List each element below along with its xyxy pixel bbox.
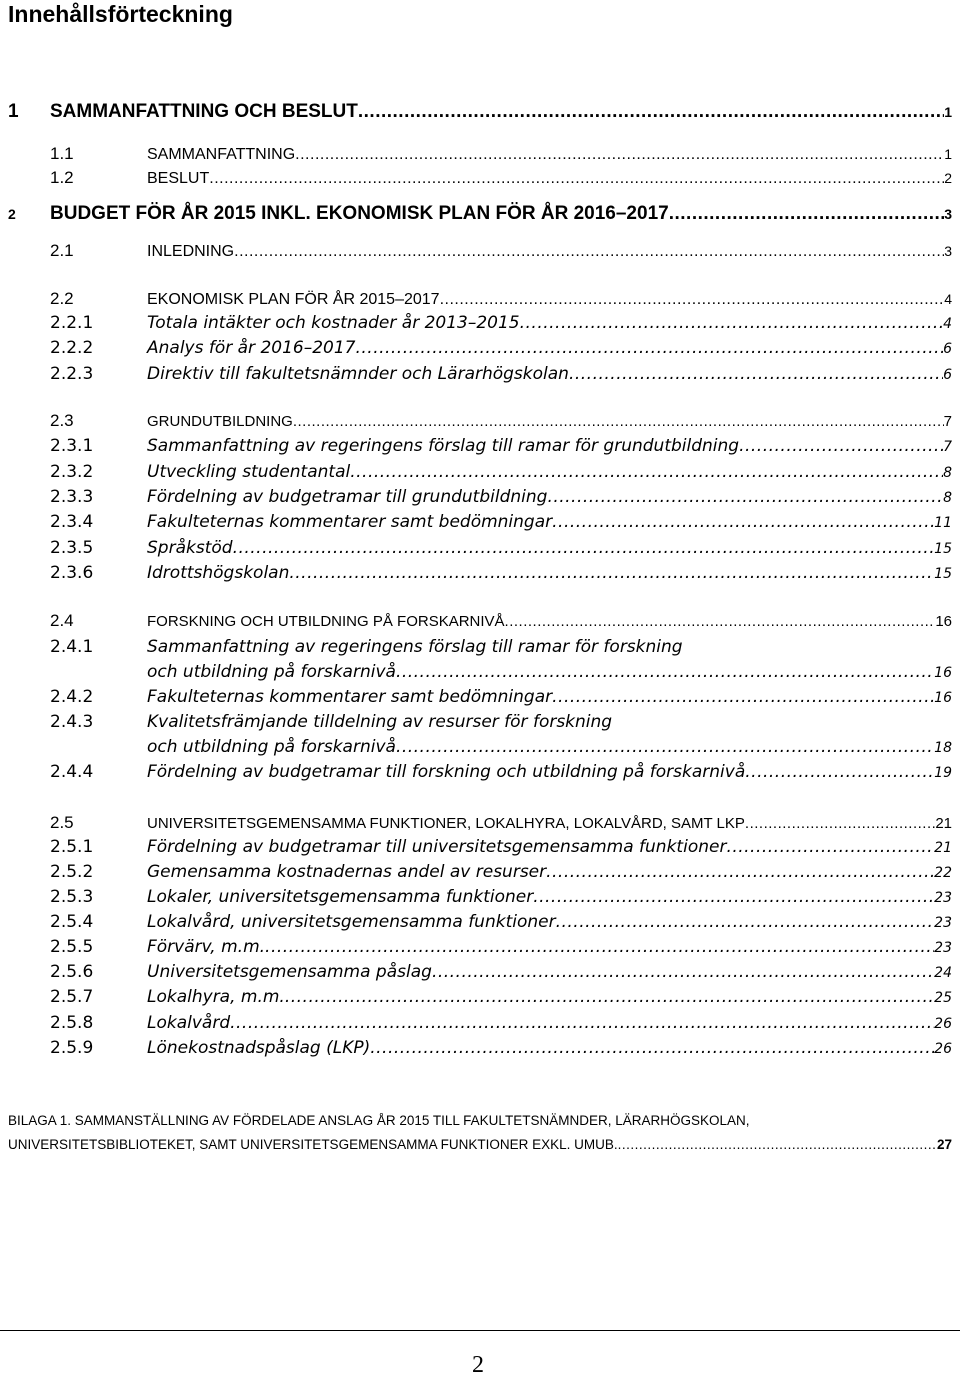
toc-entry-title: Sammanfattning av regeringens förslag till ramar för forskning xyxy=(147,637,683,657)
toc-entry-title: SAMMANFATTNING OCH BESLUT xyxy=(50,101,358,122)
toc-entry-number: 2.2.1 xyxy=(50,313,94,333)
toc-entry-page: 4 xyxy=(943,316,952,332)
toc-entry-title: EKONOMISK PLAN FÖR ÅR 2015–2017 xyxy=(147,291,440,308)
toc-entry-number: 2.5.4 xyxy=(50,912,94,932)
toc-entry-number: 2.4.3 xyxy=(50,712,94,732)
toc-entry-2-2-2[interactable] xyxy=(50,338,952,358)
toc-entry-title: Analys för år 2016–2017 xyxy=(147,338,356,358)
toc-entry-2-3-2[interactable] xyxy=(50,462,952,482)
dot-leader xyxy=(285,987,934,1007)
dot-leader xyxy=(569,364,943,384)
toc-entry-2[interactable] xyxy=(8,203,952,225)
dot-leader xyxy=(618,1137,937,1152)
dot-leader xyxy=(552,512,934,532)
toc-entry-page: 3 xyxy=(944,206,952,222)
toc-entry-2-5-8[interactable] xyxy=(50,1013,952,1033)
toc-entry-title: Lönekostnadspåslag (LKP) xyxy=(147,1038,371,1058)
toc-entry-2-5-9[interactable] xyxy=(50,1038,952,1058)
toc-entry-number: 2.4 xyxy=(50,611,74,630)
toc-entry-title: Lokalhyra, m.m. xyxy=(147,987,285,1007)
toc-entry-title: Totala intäkter och kostnader år 2013–2015 xyxy=(147,313,520,333)
dot-leader xyxy=(505,613,936,630)
toc-entry-page: 16 xyxy=(935,613,952,630)
dot-leader xyxy=(234,243,944,261)
toc-entry-page: 26 xyxy=(934,1041,952,1057)
toc-entry-title-continuation: och utbildning på forskarnivå xyxy=(147,737,396,757)
toc-entry-number: 2.5.3 xyxy=(50,887,94,907)
footer-rule xyxy=(0,1330,960,1331)
dot-leader xyxy=(265,937,934,957)
toc-entry-page: 1 xyxy=(944,146,952,162)
toc-entry-number: 2.5.2 xyxy=(50,862,94,882)
dot-leader xyxy=(440,291,945,309)
toc-entry-title-continuation: och utbildning på forskarnivå xyxy=(147,662,396,682)
toc-entry-page: 23 xyxy=(934,890,952,906)
toc-entry-title: Fördelning av budgetramar till forskning och utbildning på forskarnivå xyxy=(147,762,746,782)
toc-entry-2-5-5[interactable] xyxy=(50,937,952,957)
toc-entry-number: 2.5.9 xyxy=(50,1038,94,1058)
dot-leader xyxy=(669,203,945,225)
toc-entry-2-4-2[interactable] xyxy=(50,687,952,707)
toc-entry-1-1[interactable] xyxy=(50,144,952,164)
toc-entry-2-4-4[interactable] xyxy=(50,762,952,782)
toc-entry-number: 1.1 xyxy=(50,144,74,163)
toc-entry-page: 3 xyxy=(944,243,952,259)
toc-entry-2-3-6[interactable] xyxy=(50,563,952,583)
toc-entry-page: 6 xyxy=(943,367,952,383)
toc-entry-number: 2.5.7 xyxy=(50,987,94,1007)
toc-entry-number: 2.3.1 xyxy=(50,436,94,456)
toc-entry-page: 15 xyxy=(934,541,952,557)
toc-entry-page: 8 xyxy=(943,490,952,506)
toc-entry-page: 2 xyxy=(944,170,952,186)
dot-leader xyxy=(396,737,934,757)
toc-entry-title: Lokaler, universitetsgemensamma funktioner xyxy=(147,887,534,907)
page-number: 2 xyxy=(472,1352,484,1378)
toc-entry-title: Lokalvård xyxy=(147,1013,231,1033)
toc-entry-title: Fakulteternas kommentarer samt bedömningar xyxy=(147,512,553,532)
toc-entry-2-5-4[interactable] xyxy=(50,912,952,932)
toc-entry-number: 2.4.2 xyxy=(50,687,94,707)
toc-entry-page: 21 xyxy=(935,815,952,832)
toc-entry-page: 19 xyxy=(934,765,952,781)
toc-entry-title: Kvalitetsfrämjande tilldelning av resurser för forskning xyxy=(147,712,613,732)
toc-entry-number: 1 xyxy=(8,101,19,122)
toc-entry-2-5[interactable] xyxy=(50,813,952,833)
toc-appendix-title: BILAGA 1. SAMMANSTÄLLNING AV FÖRDELADE ANSLAG ÅR 2015 TILL FAKULTETSNÄMNDER, LÄRARHÖGSKOLAN, xyxy=(8,1113,750,1128)
toc-entry-number: 2.1 xyxy=(50,241,74,260)
toc-entry-2-5-2[interactable] xyxy=(50,862,952,882)
toc-entry-number: 2.3.6 xyxy=(50,563,94,583)
toc-entry-number: 2.5 xyxy=(50,813,74,832)
toc-entry-title: Lokalvård, universitetsgemensamma funktioner xyxy=(147,912,556,932)
dot-leader xyxy=(289,563,934,583)
toc-entry-title: GRUNDUTBILDNING xyxy=(147,413,293,430)
dot-leader xyxy=(370,1038,934,1058)
toc-entry-number: 2.5.6 xyxy=(50,962,94,982)
toc-entry-title: INLEDNING xyxy=(147,243,235,260)
dot-leader xyxy=(293,413,944,430)
dot-leader xyxy=(547,487,943,507)
toc-entry-page: 23 xyxy=(934,940,952,956)
toc-entry-number: 2 xyxy=(8,206,16,222)
toc-entry-2-5-1[interactable] xyxy=(50,837,952,857)
toc-appendix-title-continuation: UNIVERSITETSBIBLIOTEKET, SAMT UNIVERSITETSGEMENSAMMA FUNKTIONER EXKL. UMUB. xyxy=(8,1137,618,1152)
toc-entry-number: 2.2 xyxy=(50,289,74,308)
toc-entry-2-5-3[interactable] xyxy=(50,887,952,907)
toc-entry-number: 2.4.4 xyxy=(50,762,94,782)
toc-entry-2-4-3[interactable] xyxy=(50,712,760,732)
dot-leader xyxy=(533,887,934,907)
toc-entry-number: 2.3.5 xyxy=(50,538,94,558)
toc-entry-2-4-1-cont[interactable] xyxy=(147,662,952,682)
toc-entry-title: Gemensamma kostnadernas andel av resurser xyxy=(147,862,547,882)
toc-entry-number: 2.3 xyxy=(50,411,74,430)
dot-leader xyxy=(358,101,944,123)
toc-entry-title: SAMMANFATTNING xyxy=(147,146,296,163)
toc-entry-2-1[interactable] xyxy=(50,241,952,261)
toc-entry-page: 6 xyxy=(943,341,952,357)
toc-entry-title: FORSKNING OCH UTBILDNING PÅ FORSKARNIVÅ xyxy=(147,613,505,630)
dot-leader xyxy=(233,538,935,558)
dot-leader xyxy=(726,837,934,857)
toc-entry-2-2-1[interactable] xyxy=(50,313,952,333)
dot-leader xyxy=(556,912,935,932)
toc-entry-1[interactable] xyxy=(8,101,952,123)
toc-heading: Innehållsförteckning xyxy=(8,1,233,27)
dot-leader xyxy=(546,862,934,882)
toc-entry-page: 23 xyxy=(934,915,952,931)
toc-entry-page: 7 xyxy=(943,439,952,455)
toc-entry-page: 11 xyxy=(934,515,952,531)
toc-entry-title: Fördelning av budgetramar till universitetsgemensamma funktioner xyxy=(147,837,727,857)
toc-entry-page: 16 xyxy=(934,665,952,681)
toc-entry-title: UNIVERSITETSGEMENSAMMA FUNKTIONER, LOKALHYRA, LOKALVÅRD, SAMT LKP xyxy=(147,815,745,832)
toc-entry-page: 4 xyxy=(944,291,952,307)
dot-leader xyxy=(745,762,934,782)
toc-entry-1-2[interactable] xyxy=(50,168,952,188)
toc-entry-page: 8 xyxy=(943,465,952,481)
toc-entry-title: Sammanfattning av regeringens förslag till ramar för grundutbildning xyxy=(147,436,740,456)
toc-entry-page: 21 xyxy=(934,840,952,856)
toc-entry-title: BESLUT xyxy=(147,170,210,187)
toc-entry-page: 26 xyxy=(934,1016,952,1032)
toc-entry-page: 25 xyxy=(934,990,952,1006)
toc-entry-2-3-5[interactable] xyxy=(50,538,952,558)
toc-entry-number: 1.2 xyxy=(50,168,74,187)
dot-leader xyxy=(552,687,934,707)
toc-entry-title: Utveckling studentantal xyxy=(147,462,351,482)
toc-entry-title: Språkstöd xyxy=(147,538,233,558)
toc-entry-2-4-3-cont[interactable] xyxy=(147,737,952,757)
toc-entry-page: 24 xyxy=(934,965,952,981)
toc-appendix-page: 27 xyxy=(936,1137,952,1152)
dot-leader xyxy=(350,462,943,482)
toc-entry-title: Direktiv till fakultetsnämnder och Lärarhögskolan xyxy=(147,364,569,384)
toc-appendix-line-1[interactable] xyxy=(8,1113,952,1128)
toc-entry-2-5-7[interactable] xyxy=(50,987,952,1007)
toc-entry-number: 2.2.3 xyxy=(50,364,94,384)
toc-entry-title: Fakulteternas kommentarer samt bedömningar xyxy=(147,687,553,707)
toc-entry-2-3-4[interactable] xyxy=(50,512,952,532)
toc-appendix-line-2[interactable] xyxy=(8,1137,952,1152)
toc-entry-title: Förvärv, m.m. xyxy=(147,937,266,957)
toc-entry-number: 2.5.8 xyxy=(50,1013,94,1033)
dot-leader xyxy=(745,815,935,832)
toc-entry-page: 1 xyxy=(944,104,952,120)
toc-entry-2-2[interactable] xyxy=(50,289,952,309)
toc-entry-title: BUDGET FÖR ÅR 2015 INKL. EKONOMISK PLAN FÖR ÅR 2016–2017 xyxy=(50,203,669,224)
toc-entry-title: Idrottshögskolan xyxy=(147,563,290,583)
toc-entry-2-4[interactable] xyxy=(50,611,952,631)
toc-entry-number: 2.5.5 xyxy=(50,937,94,957)
dot-leader xyxy=(295,146,944,164)
toc-entry-number: 2.2.2 xyxy=(50,338,94,358)
dot-leader xyxy=(739,436,943,456)
toc-entry-2-3-1[interactable] xyxy=(50,436,952,456)
toc-entry-title: Fördelning av budgetramar till grundutbildning xyxy=(147,487,548,507)
dot-leader xyxy=(520,313,943,333)
toc-entry-2-4-1[interactable] xyxy=(50,637,780,657)
toc-entry-page: 16 xyxy=(934,690,952,706)
dot-leader xyxy=(396,662,934,682)
dot-leader xyxy=(230,1013,934,1033)
toc-entry-2-3-3[interactable] xyxy=(50,487,952,507)
toc-entry-number: 2.3.4 xyxy=(50,512,94,532)
toc-entry-number: 2.3.3 xyxy=(50,487,94,507)
toc-entry-page: 22 xyxy=(934,865,952,881)
toc-entry-number: 2.3.2 xyxy=(50,462,94,482)
toc-entry-2-2-3[interactable] xyxy=(50,364,952,384)
toc-entry-number: 2.4.1 xyxy=(50,637,94,657)
toc-entry-page: 15 xyxy=(934,566,952,582)
toc-entry-2-3[interactable] xyxy=(50,411,952,431)
toc-entry-title: Universitetsgemensamma påslag xyxy=(147,962,432,982)
dot-leader xyxy=(432,962,934,982)
dot-leader xyxy=(209,170,944,188)
toc-entry-page: 18 xyxy=(934,740,952,756)
toc-entry-2-5-6[interactable] xyxy=(50,962,952,982)
dot-leader xyxy=(355,338,943,358)
toc-entry-number: 2.5.1 xyxy=(50,837,94,857)
toc-entry-page: 7 xyxy=(943,413,952,430)
